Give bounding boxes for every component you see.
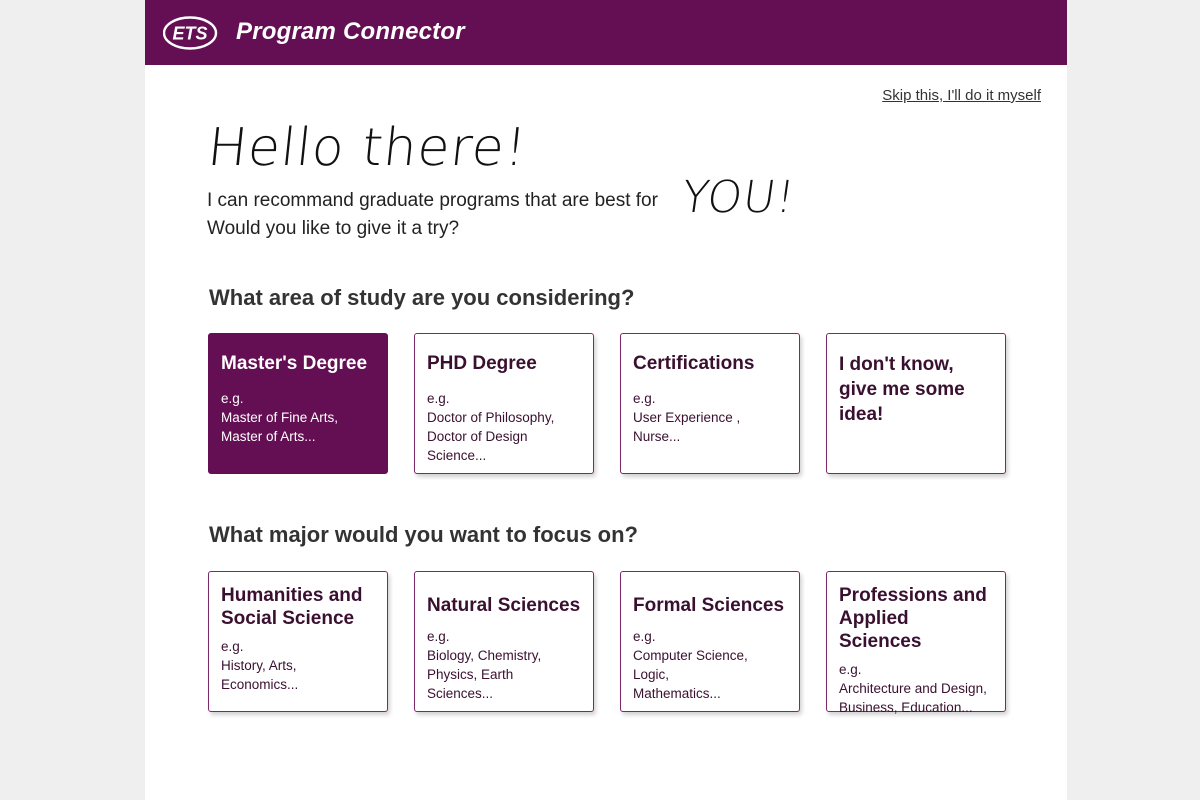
card-desc-line: Doctor of Design (427, 429, 528, 444)
card-eg: e.g. (839, 662, 862, 677)
card-phd-degree[interactable] (414, 333, 594, 474)
card-eg: e.g. (221, 639, 244, 654)
logo-text: ETS (172, 23, 208, 44)
card-eg: e.g. (221, 391, 244, 406)
card-title: Natural Sciences (427, 595, 581, 616)
you-highlight: YOU! (678, 172, 799, 223)
card-desc-line: Business, Education... (839, 700, 973, 715)
card-desc-line: Nurse... (633, 429, 681, 444)
greeting-heading: Hello there! (204, 118, 530, 178)
card-title: Certifications (633, 353, 755, 374)
card-title: I don't know, give me some idea! (839, 354, 965, 425)
card-humanities-social-science[interactable] (208, 571, 388, 712)
study-area-title: What area of study are you considering? (209, 285, 635, 310)
card-eg: e.g. (427, 629, 450, 644)
intro-line-2: Would you like to give it a try? (207, 218, 460, 239)
card-desc-line: Biology, Chemistry, (427, 648, 542, 663)
card-eg: e.g. (633, 391, 656, 406)
card-professions-applied-sciences[interactable] (826, 571, 1006, 715)
major-title: What major would you want to focus on? (209, 522, 638, 547)
card-title: PHD Degree (427, 353, 537, 374)
card-desc-line: History, Arts, (221, 658, 297, 673)
card-desc-line: Science... (427, 448, 487, 463)
card-desc-line: Physics, Earth Sciences... (427, 667, 514, 701)
card-title: Humanities and Social Science (221, 585, 363, 629)
card-desc-line: Mathematics... (633, 686, 721, 701)
card-natural-sciences[interactable] (414, 571, 594, 712)
card-eg: e.g. (633, 629, 656, 644)
header-bar (145, 0, 1067, 65)
card-title: Master's Degree (221, 353, 368, 374)
skip-link[interactable]: Skip this, I'll do it myself (882, 87, 1041, 104)
card-eg: e.g. (427, 391, 450, 406)
card-certifications[interactable] (620, 333, 800, 474)
card-desc-line: Doctor of Philosophy, (427, 410, 555, 425)
major-cards (208, 571, 1008, 713)
card-desc-line: Economics... (221, 677, 299, 692)
page (145, 0, 1067, 800)
card-dont-know[interactable] (826, 333, 1006, 474)
card-title: Formal Sciences (633, 595, 785, 616)
card-desc-line: Master of Arts... (221, 429, 316, 444)
card-title: Professions and Applied Sciences (839, 585, 987, 652)
card-desc-line: Architecture and Design, (839, 681, 987, 696)
card-masters-degree[interactable] (208, 333, 388, 474)
app-title: Program Connector (236, 18, 465, 45)
study-area-cards (208, 333, 1008, 475)
intro-line-1: I can recommand graduate programs that are best for (207, 190, 658, 211)
card-desc-line: Master of Fine Arts, (221, 410, 339, 425)
card-desc-line: Computer Science, Logic, (633, 648, 748, 682)
card-formal-sciences[interactable] (620, 571, 800, 712)
ets-logo[interactable] (163, 16, 219, 50)
card-desc-line: User Experience , (633, 410, 741, 425)
